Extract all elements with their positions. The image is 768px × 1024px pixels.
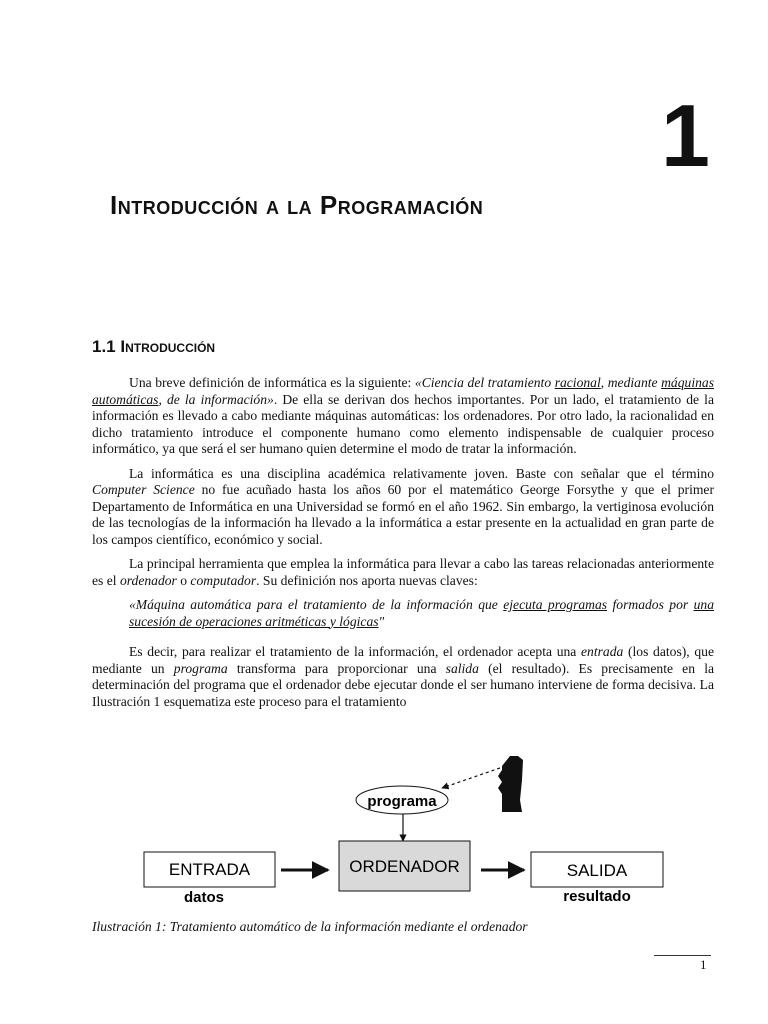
text-run: «Ciencia del tratamiento xyxy=(414,375,555,390)
paragraph-history xyxy=(92,466,714,549)
input-label: ENTRADA xyxy=(168,860,251,879)
text-run: Es decir, para realizar el tratamiento de la información, el ordenador acepta una xyxy=(129,644,582,659)
chapter-number: 1 xyxy=(661,86,710,185)
human-profile-icon xyxy=(498,756,523,812)
underlined-term: ejecuta programas xyxy=(503,597,608,612)
text-run: «Máquina automática para el tratamiento de la información que xyxy=(129,597,504,612)
italic-term: ordenador xyxy=(119,572,177,588)
definition-blockquote xyxy=(129,597,714,630)
text-run: (los datos), que mediante un xyxy=(92,644,714,676)
italic-term: Computer Science xyxy=(92,482,195,497)
paragraph-process xyxy=(92,644,714,710)
text-run: , mediante xyxy=(600,375,662,390)
text-run: La principal herramienta que emplea la informática para llevar a cabo las tareas relacionadas anteriormente es el xyxy=(92,556,714,588)
text-run: Una breve definición de informática es la siguiente: xyxy=(129,375,415,390)
text-run: " xyxy=(378,613,385,629)
output-label: SALIDA xyxy=(566,861,628,880)
paragraph-definition xyxy=(92,375,714,458)
text-run: (el resultado). Es precisamente en la determinación del programa que el ordenador debe ejecutar donde el ser humano interviene de forma decisiva. La Ilustración 1 esquematiza este proceso para el tratamiento xyxy=(92,660,715,709)
text-run: , de la información» xyxy=(158,391,274,407)
text-run: transforma para proporcionar una xyxy=(227,660,446,676)
text-run: . De ella se derivan dos hechos importantes. Por un lado, el tratamiento de la información es llevado a cabo mediante máquinas automáticas: los ordenadores. Por otro lado, la racionalidad en dicho tratamiento introduce el componente humano como elemento indispensable de cualquier proceso informático, ya que será el ser humano quien determine el modo de tratar la información. xyxy=(92,391,714,456)
section-heading: 1.1 Introducción xyxy=(92,337,216,356)
footer-divider xyxy=(654,955,711,956)
italic-term: salida xyxy=(445,660,479,676)
italic-term: entrada xyxy=(581,644,624,659)
text-run: . Su definición nos aporta nuevas claves: xyxy=(256,572,478,588)
body-text xyxy=(92,375,714,718)
text-run: o xyxy=(176,572,191,588)
process-diagram xyxy=(90,750,690,920)
program-label: programa xyxy=(367,793,437,810)
human-to-program-arrow xyxy=(442,768,500,788)
underlined-term: racional xyxy=(554,375,601,390)
result-label: resultado xyxy=(563,888,631,905)
computer-label: ORDENADOR xyxy=(349,857,460,876)
italic-term: programa xyxy=(173,660,228,676)
underlined-term: máquinas automáticas xyxy=(92,375,714,407)
chapter-title: Introducción a la Programación xyxy=(110,190,484,220)
italic-term: computador xyxy=(190,572,257,588)
figure-caption: Ilustración 1: Tratamiento automático de la información mediante el ordenador xyxy=(92,919,528,934)
paragraph-tool xyxy=(92,556,714,589)
text-run: formados por xyxy=(607,597,694,612)
data-label: datos xyxy=(183,889,225,906)
page-number: 1 xyxy=(700,957,707,972)
underlined-term: una sucesión de operaciones aritméticas y lógicas xyxy=(129,597,714,629)
text-run: no fue acuñado hasta los años 60 por el matemático George Forsythe y que el primer Departamento de Informática en una Universidad se formó en el año 1962. Sin embargo, la vertiginosa evolución de las tecnologías de la información ha llevado a la informática a estar presente en la actualidad en gran parte de los campos científico, económico y social. xyxy=(92,482,714,547)
text-run: La informática es una disciplina académica relativamente joven. Baste con señalar que el término xyxy=(129,465,714,481)
